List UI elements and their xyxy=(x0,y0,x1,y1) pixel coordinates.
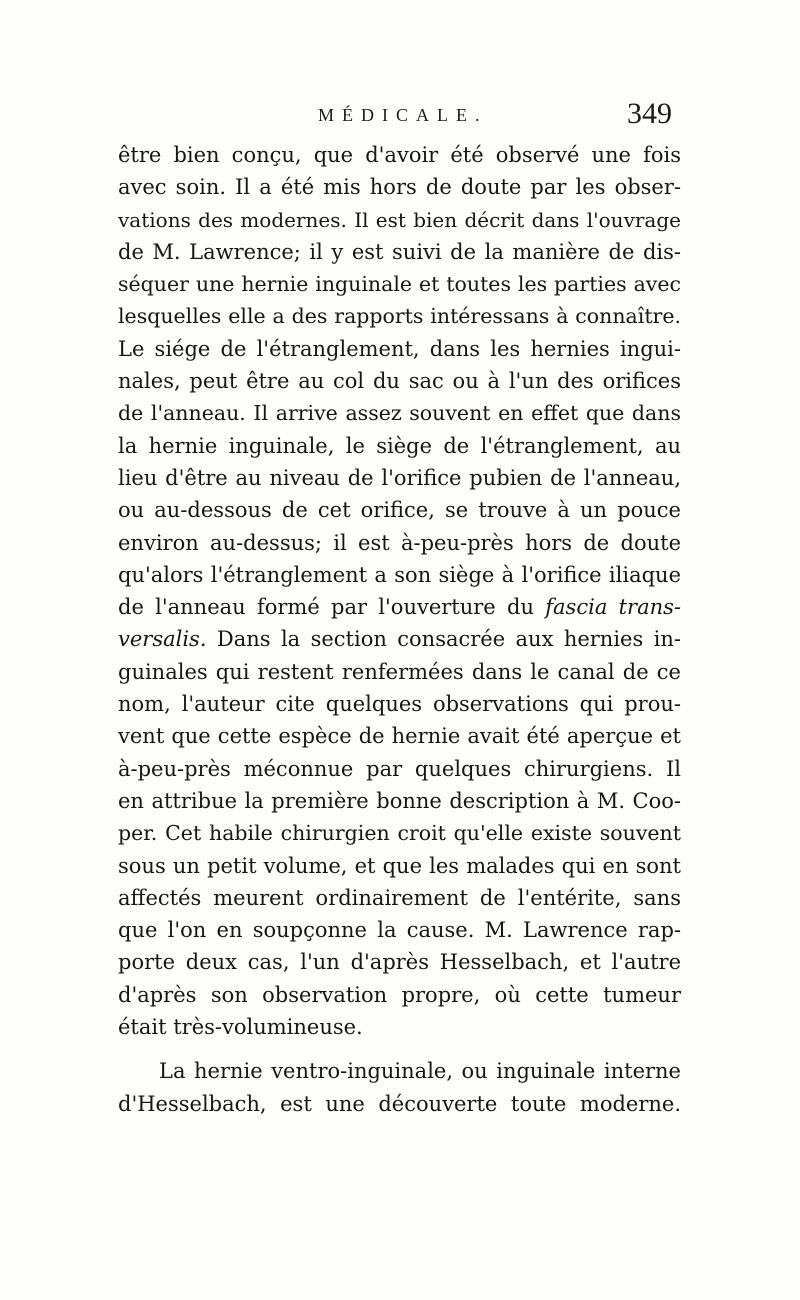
text-line: per. Cet habile chirurgien croit qu'elle existe souvent xyxy=(118,821,681,846)
text-line: d'après son observation propre, où cette tumeur xyxy=(118,982,681,1007)
text-line: environ au-dessus; il est à-peu-près hors de doute xyxy=(118,530,681,555)
text-line: nales, peut être au col du sac ou à l'un des orifices xyxy=(118,369,681,394)
text-line: sous un petit volume, et que les malades qui en sont xyxy=(118,853,681,878)
text-segment: de l'anneau formé par l'ouverture du xyxy=(118,595,546,620)
italic-term: versalis. xyxy=(118,627,207,652)
italic-term: fascia trans- xyxy=(545,595,681,620)
text-line: à-peu-près méconnue par quelques chirurgiens. Il xyxy=(118,756,681,781)
paragraph-1 xyxy=(118,139,681,1043)
text-line: d'Hesselbach, est une découverte toute moderne. xyxy=(118,1091,681,1116)
text-line: en attribue la première bonne description à M. Coo- xyxy=(118,788,681,813)
text-line: qu'alors l'étranglement a son siège à l'orifice iliaque xyxy=(118,562,681,587)
text-line: Le siége de l'étranglement, dans les hernies ingui- xyxy=(118,336,681,361)
text-line: était très-volumineuse. xyxy=(118,1015,363,1040)
text-line: affectés meurent ordinairement de l'entérite, sans xyxy=(118,885,681,910)
text-line: nom, l'auteur cite quelques observations qui prou- xyxy=(118,692,681,717)
body-text xyxy=(118,139,681,1120)
paragraph-2 xyxy=(118,1055,681,1120)
text-line: séquer une hernie inguinale et toutes les parties avec xyxy=(118,272,681,297)
text-line: guinales qui restent renfermées dans le canal de ce xyxy=(118,659,681,684)
running-title: MÉDICALE. xyxy=(318,105,488,125)
text-line: ou au-dessous de cet orifice, se trouve à un pouce xyxy=(118,498,681,523)
text-line: lesquelles elle a des rapports intéressans à connaître. xyxy=(118,304,681,329)
text-line: porte deux cas, l'un d'après Hesselbach, et l'autre xyxy=(118,950,681,975)
text-line: la hernie inguinale, le siège de l'étranglement, au xyxy=(118,433,681,458)
text-line: être bien conçu, que d'avoir été observé une fois xyxy=(118,143,681,167)
text-line: avec soin. Il a été mis hors de doute par les obser- xyxy=(118,175,681,200)
text-line xyxy=(118,623,681,655)
text-line: lieu d'être au niveau de l'orifice pubien de l'anneau, xyxy=(118,465,681,490)
text-line: que l'on en soupçonne la cause. M. Lawrence rap- xyxy=(118,918,681,943)
text-segment: Dans la section consacrée aux hernies in- xyxy=(206,627,681,652)
text-line: de l'anneau. Il arrive assez souvent en effet que dans xyxy=(118,401,681,426)
running-head xyxy=(0,99,800,139)
text-line: vations des modernes. Il est bien décrit dans l'ouvrage xyxy=(118,207,681,232)
text-line: de M. Lawrence; il y est suivi de la manière de dis- xyxy=(118,239,681,264)
text-line: La hernie ventro-inguinale, ou inguinale interne xyxy=(159,1059,681,1084)
page-number: 349 xyxy=(627,97,672,130)
text-line: vent que cette espèce de hernie avait été aperçue et xyxy=(118,724,681,749)
paragraph-gap xyxy=(118,1043,681,1055)
text-line xyxy=(118,591,681,623)
